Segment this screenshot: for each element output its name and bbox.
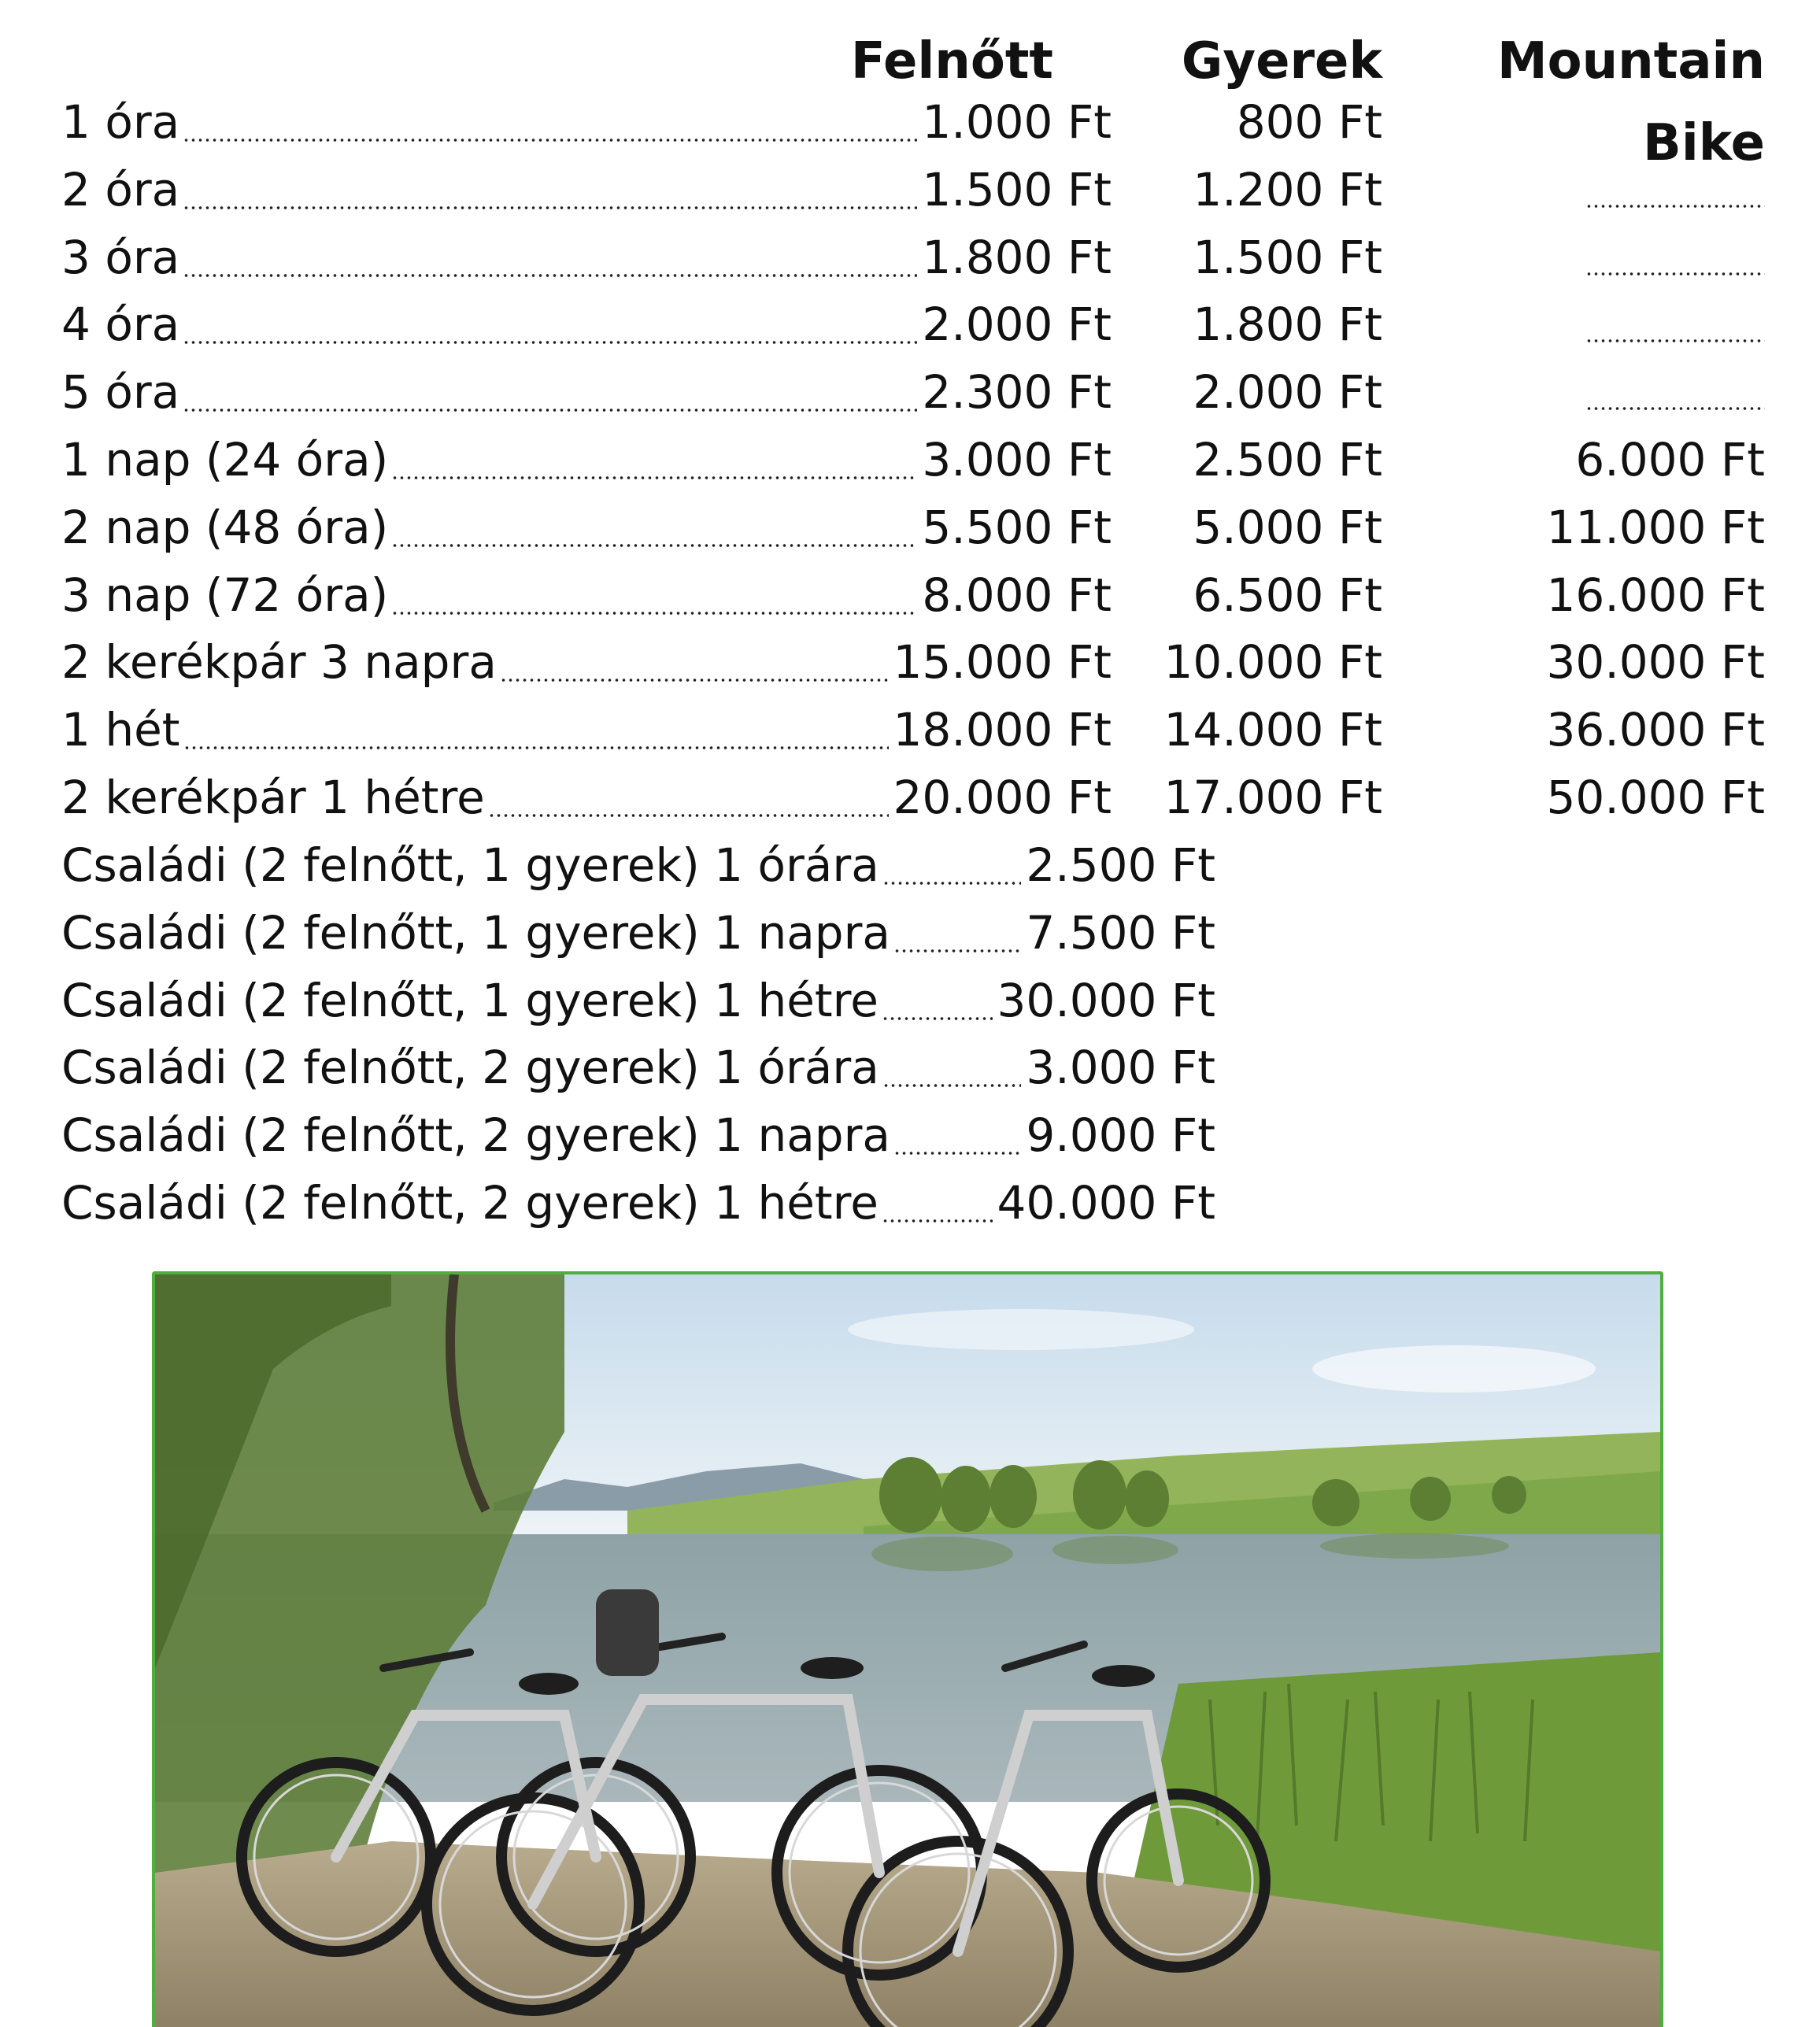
family-label-with-price xyxy=(61,899,1215,967)
adult-price: 1.800 Ft xyxy=(922,230,1112,284)
dot-leader xyxy=(882,1017,993,1020)
duration-label: 2 óra xyxy=(61,162,180,216)
child-price: 1.800 Ft xyxy=(1193,298,1382,352)
dot-leader xyxy=(183,206,917,209)
dot-leader xyxy=(488,814,889,817)
row-label-with-adult-price xyxy=(61,494,1112,561)
family-price-row xyxy=(61,967,1215,1034)
column-header-mountain-line1: Mountain xyxy=(1496,32,1765,91)
dot-leader xyxy=(882,882,1022,885)
duration-label: 2 kerékpár 3 napra xyxy=(61,635,497,690)
dot-leader xyxy=(183,409,917,412)
duration-label: 5 óra xyxy=(61,365,180,420)
dot-leader xyxy=(882,1219,993,1222)
child-price: 5.000 Ft xyxy=(1193,500,1382,554)
family-label-with-price xyxy=(61,967,1215,1034)
dot-leader xyxy=(183,746,889,749)
mountain-bike-price-unavailable xyxy=(1585,339,1765,342)
dot-leader xyxy=(391,476,917,479)
dot-leader xyxy=(893,949,1021,952)
dot-leader xyxy=(183,139,917,142)
dot-leader xyxy=(391,612,917,615)
family-label-with-price xyxy=(61,1101,1215,1169)
family-price-row xyxy=(61,1034,1215,1101)
family-package-price: 9.000 Ft xyxy=(1026,1108,1215,1163)
row-label-with-adult-price xyxy=(61,88,1112,156)
dot-leader xyxy=(391,544,917,547)
dot-leader xyxy=(893,1152,1021,1155)
price-row xyxy=(61,290,1765,358)
family-package-label: Családi (2 felnőtt, 2 gyerek) 1 órára xyxy=(61,1041,879,1095)
dot-leader xyxy=(500,679,889,682)
child-price: 10.000 Ft xyxy=(1163,635,1382,690)
child-price: 2.000 Ft xyxy=(1193,365,1382,420)
row-label-with-adult-price xyxy=(61,426,1112,494)
price-row xyxy=(61,88,1765,156)
row-label-with-adult-price xyxy=(61,628,1112,696)
price-row xyxy=(61,696,1765,764)
family-label-with-price xyxy=(61,831,1215,899)
row-label-with-adult-price xyxy=(61,561,1112,629)
adult-price: 3.000 Ft xyxy=(922,433,1112,486)
adult-price: 1.000 Ft xyxy=(922,95,1112,149)
price-row xyxy=(61,426,1765,494)
dot-leader xyxy=(882,1084,1022,1087)
adult-price: 18.000 Ft xyxy=(893,703,1112,757)
family-price-row xyxy=(61,899,1215,967)
family-price-row xyxy=(61,1101,1215,1169)
row-label-with-adult-price xyxy=(61,290,1112,358)
adult-price: 15.000 Ft xyxy=(893,635,1112,690)
row-label-with-adult-price xyxy=(61,224,1112,291)
mountain-bike-price: 36.000 Ft xyxy=(1546,703,1765,757)
adult-price: 2.300 Ft xyxy=(922,365,1112,420)
family-package-price: 40.000 Ft xyxy=(997,1176,1215,1230)
family-package-label: Családi (2 felnőtt, 1 gyerek) 1 napra xyxy=(61,905,890,960)
price-row xyxy=(61,358,1765,426)
family-label-with-price xyxy=(61,1034,1215,1101)
duration-label: 1 hét xyxy=(61,703,180,757)
column-header-adult: Felnőtt xyxy=(850,32,1053,91)
mountain-bike-price: 30.000 Ft xyxy=(1546,635,1765,690)
duration-label: 1 nap (24 óra) xyxy=(61,433,389,486)
child-price: 6.500 Ft xyxy=(1193,568,1382,622)
family-package-label: Családi (2 felnőtt, 1 gyerek) 1 órára xyxy=(61,838,879,892)
mountain-bike-price: 16.000 Ft xyxy=(1546,568,1765,622)
duration-label: 1 óra xyxy=(61,95,180,149)
family-package-price: 7.500 Ft xyxy=(1026,905,1215,960)
adult-price: 1.500 Ft xyxy=(922,162,1112,216)
duration-label: 2 nap (48 óra) xyxy=(61,500,389,554)
duration-label: 4 óra xyxy=(61,298,180,352)
child-price: 17.000 Ft xyxy=(1163,771,1382,824)
mountain-bike-price-unavailable xyxy=(1585,205,1765,208)
mountain-bike-price: 11.000 Ft xyxy=(1546,500,1765,554)
adult-price: 20.000 Ft xyxy=(893,771,1112,824)
price-row xyxy=(61,224,1765,291)
child-price: 800 Ft xyxy=(1236,95,1382,149)
price-row xyxy=(61,628,1765,696)
row-label-with-adult-price xyxy=(61,156,1112,224)
mountain-bike-price: 50.000 Ft xyxy=(1546,771,1765,824)
price-row xyxy=(61,494,1765,561)
family-package-label: Családi (2 felnőtt, 1 gyerek) 1 hétre xyxy=(61,973,879,1027)
family-package-label: Családi (2 felnőtt, 2 gyerek) 1 hétre xyxy=(61,1176,879,1230)
adult-price: 5.500 Ft xyxy=(922,500,1112,554)
mountain-bike-price-unavailable xyxy=(1585,272,1765,276)
child-price: 2.500 Ft xyxy=(1193,433,1382,486)
family-price-row xyxy=(61,1169,1215,1237)
family-package-label: Családi (2 felnőtt, 2 gyerek) 1 napra xyxy=(61,1108,890,1163)
duration-label: 3 óra xyxy=(61,230,180,284)
row-label-with-adult-price xyxy=(61,696,1112,764)
duration-label: 2 kerékpár 1 hétre xyxy=(61,771,485,824)
duration-label: 3 nap (72 óra) xyxy=(61,568,389,622)
adult-price: 2.000 Ft xyxy=(922,298,1112,352)
family-package-price: 3.000 Ft xyxy=(1026,1041,1215,1095)
adult-price: 8.000 Ft xyxy=(922,568,1112,622)
family-package-price: 2.500 Ft xyxy=(1026,838,1215,892)
family-label-with-price xyxy=(61,1169,1215,1237)
family-price-row xyxy=(61,831,1215,899)
price-row xyxy=(61,561,1765,629)
price-row xyxy=(61,156,1765,224)
price-row xyxy=(61,764,1765,831)
bicycles-by-lake-photo xyxy=(152,1271,1663,2027)
mountain-bike-price: 6.000 Ft xyxy=(1575,433,1765,486)
child-price: 1.500 Ft xyxy=(1193,230,1382,284)
family-package-price: 30.000 Ft xyxy=(997,973,1215,1027)
column-header-mountain-line2: Bike xyxy=(1643,114,1765,172)
column-header-child: Gyerek xyxy=(1181,32,1382,91)
row-label-with-adult-price xyxy=(61,358,1112,426)
lake-scene-illustration xyxy=(155,1274,1660,2027)
dot-leader xyxy=(183,274,917,277)
child-price: 14.000 Ft xyxy=(1163,703,1382,757)
dot-leader xyxy=(183,341,917,344)
row-label-with-adult-price xyxy=(61,764,1112,831)
child-price: 1.200 Ft xyxy=(1193,162,1382,216)
mountain-bike-price-unavailable xyxy=(1585,407,1765,410)
